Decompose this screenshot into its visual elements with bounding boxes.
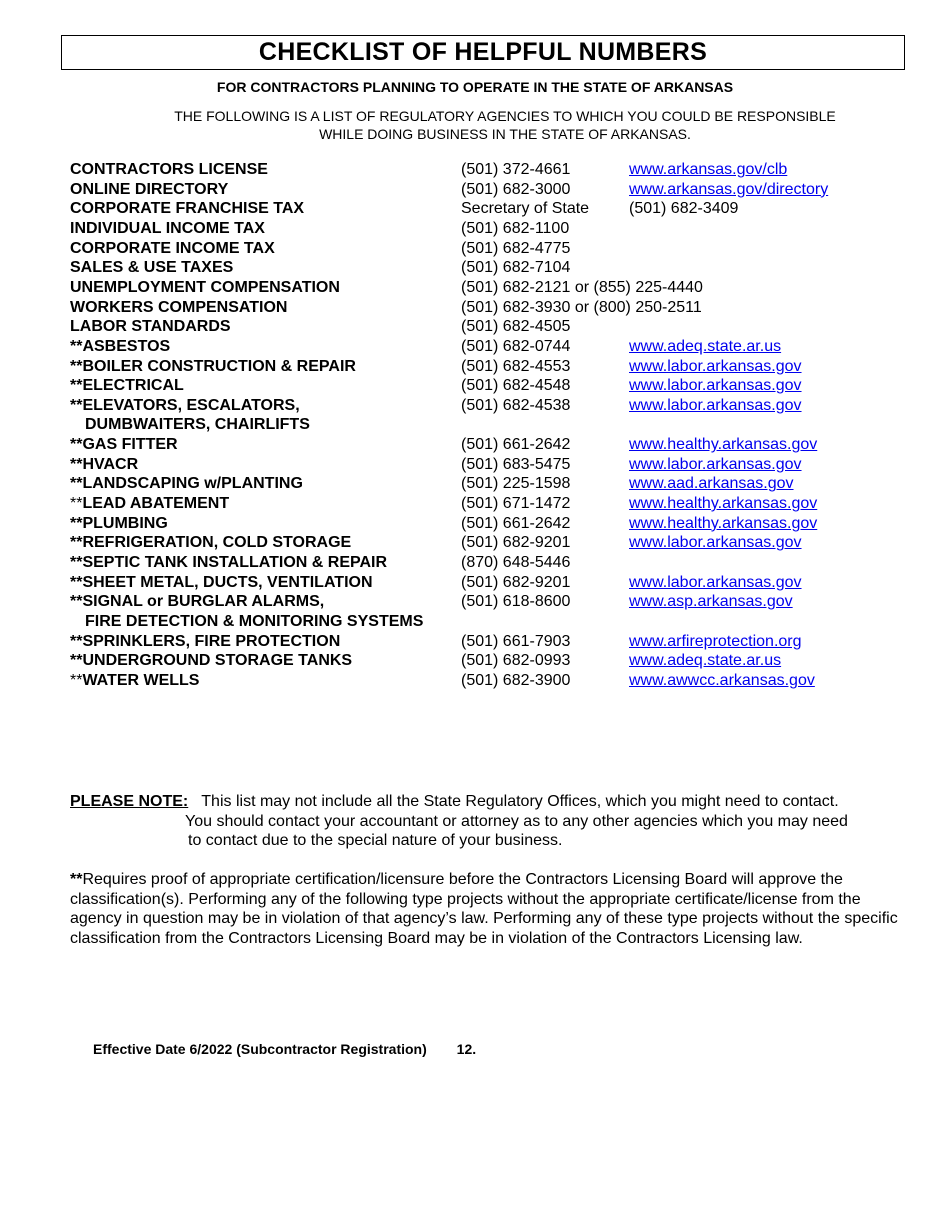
agency-phone: (501) 225-1598 <box>461 475 571 493</box>
agency-website-link[interactable]: www.healthy.arkansas.gov <box>629 436 818 454</box>
agency-website-link[interactable]: www.arkansas.gov/directory <box>629 180 829 198</box>
agency-website-link[interactable]: www.awwcc.arkansas.gov <box>629 671 815 689</box>
agency-row <box>0 632 950 652</box>
agency-phone: (501) 661-7903 <box>461 632 571 650</box>
agency-phone: (501) 682-0993 <box>461 652 571 670</box>
agency-row <box>0 357 950 377</box>
agency-phone-secondary: (501) 682-3409 <box>629 200 739 218</box>
agency-name-text: WORKERS COMPENSATION <box>70 298 288 316</box>
agency-phone: (501) 661-2642 <box>461 514 571 532</box>
agency-row <box>0 553 950 573</box>
agency-name <box>70 180 228 200</box>
agency-row <box>0 317 950 337</box>
agency-website-link[interactable]: www.arkansas.gov/clb <box>629 161 788 178</box>
agency-name <box>70 514 168 534</box>
agency-name-text: PLUMBING <box>82 514 168 532</box>
agency-name-text: UNEMPLOYMENT COMPENSATION <box>70 278 340 296</box>
agency-row-continuation <box>0 612 950 632</box>
agency-name <box>70 337 170 357</box>
intro-line-1: THE FOLLOWING IS A LIST OF REGULATORY AGENCIES TO WHICH YOU COULD BE RESPONSIBLE <box>174 108 836 124</box>
agency-name <box>70 396 300 416</box>
agency-phone: (501) 682-4538 <box>461 396 571 414</box>
agency-name <box>70 258 233 278</box>
agency-website-link[interactable]: www.healthy.arkansas.gov <box>629 514 818 532</box>
agency-row <box>0 219 950 239</box>
page-number: 12. <box>456 1041 477 1057</box>
agency-name <box>70 239 275 259</box>
agency-phone: (501) 682-3930 or (800) 250-2511 <box>461 298 702 316</box>
agency-row <box>0 337 950 357</box>
agency-name-text: ELEVATORS, ESCALATORS, <box>82 396 300 414</box>
agency-name-text: ONLINE DIRECTORY <box>70 180 229 198</box>
agency-name <box>70 160 268 180</box>
agency-name <box>70 298 287 318</box>
agency-name-text: LEAD ABATEMENT <box>82 495 230 513</box>
agency-website-link[interactable]: www.adeq.state.ar.us <box>629 652 782 670</box>
agency-name-text: SEPTIC TANK INSTALLATION & REPAIR <box>82 554 388 571</box>
agency-phone: (501) 372-4661 <box>461 161 571 178</box>
agency-name-text: CORPORATE INCOME TAX <box>70 239 275 257</box>
agency-website-link[interactable]: www.labor.arkansas.gov <box>629 455 802 473</box>
agency-name-text: SHEET METAL, DUCTS, VENTILATION <box>82 573 373 591</box>
requirement-marker: ** <box>70 357 83 375</box>
agency-name <box>70 357 356 377</box>
agency-name <box>70 376 184 396</box>
agency-name-text: WATER WELLS <box>82 671 200 689</box>
agency-name <box>70 474 303 494</box>
agency-name-text: CORPORATE FRANCHISE TAX <box>70 200 305 218</box>
agency-row <box>0 298 950 318</box>
requirement-marker: ** <box>70 337 83 355</box>
note-line-3: to contact due to the special nature of your business. <box>188 832 563 849</box>
requirement-marker: ** <box>70 652 83 670</box>
agency-row <box>0 455 950 475</box>
requirement-marker: ** <box>70 514 83 532</box>
agency-name <box>70 199 304 219</box>
agency-phone: (501) 682-2121 or (855) 225-4440 <box>461 278 703 296</box>
requirement-marker: ** <box>70 396 83 414</box>
intro-text <box>130 107 880 143</box>
agency-name <box>70 651 352 671</box>
requirement-marker: ** <box>70 455 83 473</box>
agency-name <box>70 455 138 475</box>
agency-phone: (501) 682-4553 <box>461 357 571 375</box>
agency-phone: (501) 682-3000 <box>461 180 571 198</box>
agency-name <box>70 278 340 298</box>
agency-name-text: SPRINKLERS, FIRE PROTECTION <box>82 632 341 650</box>
agency-phone: (501) 682-1100 <box>461 219 570 237</box>
requirement-marker: ** <box>70 495 83 513</box>
agency-name-text: CONTRACTORS LICENSE <box>70 161 268 178</box>
agency-name <box>70 494 229 514</box>
agency-row <box>0 474 950 494</box>
agency-name <box>70 435 178 455</box>
agency-website-link[interactable]: www.labor.arkansas.gov <box>629 377 802 395</box>
page-subtitle: FOR CONTRACTORS PLANNING TO OPERATE IN THE STATE OF ARKANSAS <box>216 79 734 95</box>
agency-row <box>0 278 950 298</box>
agency-website-link[interactable]: www.labor.arkansas.gov <box>629 357 802 375</box>
agency-phone: (501) 661-2642 <box>461 436 571 454</box>
agency-phone: (870) 648-5446 <box>461 554 571 571</box>
agency-name-text: BOILER CONSTRUCTION & REPAIR <box>82 357 356 375</box>
agency-row <box>0 258 950 278</box>
requirement-text: Requires proof of appropriate certification/licensure before the Contractors Licensing Board will approve the classification(s). Performing any of the following type projects without the appropriate certificate/license from the agency in question may be in violation of that agency’s law. Performing any of these type projects without the specific classification from the Contractors Licensing Board may be in violation of the Contractors Licensing law. <box>70 871 898 947</box>
requirement-marker: ** <box>70 377 83 395</box>
agency-name-text: INDIVIDUAL INCOME TAX <box>70 219 265 237</box>
agency-website-link[interactable]: www.labor.arkansas.gov <box>629 396 802 414</box>
agency-row <box>0 533 950 553</box>
note-line-1: This list may not include all the State Regulatory Offices, which you might need to contact. <box>201 793 839 810</box>
agency-name-text: ASBESTOS <box>82 337 171 355</box>
agency-phone: (501) 618-8600 <box>461 593 571 611</box>
agency-row <box>0 396 950 416</box>
agency-row <box>0 651 950 671</box>
agency-website-link[interactable]: www.arfireprotection.org <box>629 632 802 650</box>
agency-name-text: SIGNAL or BURGLAR ALARMS, <box>82 593 325 611</box>
agency-row <box>0 514 950 534</box>
agency-row <box>0 199 950 219</box>
agency-phone: (501) 682-7104 <box>461 259 571 277</box>
agency-website-link[interactable]: www.adeq.state.ar.us <box>629 337 782 355</box>
agency-phone: (501) 682-0744 <box>461 337 571 355</box>
requirement-note <box>70 870 900 948</box>
agency-name-text: HVACR <box>82 455 139 473</box>
requirement-marker: ** <box>70 534 83 552</box>
agency-website-link[interactable]: www.aad.arkansas.gov <box>629 475 794 493</box>
please-note <box>70 792 900 851</box>
agency-name-text: UNDERGROUND STORAGE TANKS <box>82 652 353 670</box>
agency-row <box>0 592 950 612</box>
requirement-marker: ** <box>70 632 83 650</box>
intro-line-2: WHILE DOING BUSINESS IN THE STATE OF ARKANSAS. <box>319 126 691 142</box>
agency-website-link[interactable]: www.asp.arkansas.gov <box>629 593 793 611</box>
requirement-marker: ** <box>70 475 83 493</box>
agency-row <box>0 376 950 396</box>
agency-phone: (501) 682-3900 <box>461 671 571 689</box>
agency-name-text: REFRIGERATION, COLD STORAGE <box>82 534 352 552</box>
agency-row <box>0 494 950 514</box>
agency-phone: (501) 682-4548 <box>461 377 571 395</box>
agency-phone: (501) 682-9201 <box>461 573 571 591</box>
agency-name <box>70 219 265 239</box>
agency-name-continuation: DUMBWAITERS, CHAIRLIFTS <box>85 416 310 434</box>
effective-date: Effective Date 6/2022 (Subcontractor Registration) <box>93 1041 427 1057</box>
agency-name <box>70 671 199 691</box>
agency-row <box>0 239 950 259</box>
agency-website-link[interactable]: www.labor.arkansas.gov <box>629 573 802 591</box>
requirement-marker: ** <box>70 593 83 611</box>
agency-website-link[interactable]: www.labor.arkansas.gov <box>629 534 802 552</box>
agency-row <box>0 180 950 200</box>
requirement-marker: ** <box>70 573 83 591</box>
agency-name <box>70 553 387 573</box>
requirement-marker: ** <box>70 671 83 689</box>
agency-row <box>0 435 950 455</box>
agency-name-text: SALES & USE TAXES <box>70 259 234 277</box>
agency-row-continuation <box>0 415 950 435</box>
agency-phone: (501) 682-4775 <box>461 239 571 257</box>
agency-row <box>0 160 950 180</box>
agency-name-continuation: FIRE DETECTION & MONITORING SYSTEMS <box>85 612 424 630</box>
agency-phone: Secretary of State <box>461 200 590 218</box>
agency-name <box>70 573 373 593</box>
agency-name <box>70 592 324 612</box>
agency-row <box>0 573 950 593</box>
agency-phone: (501) 671-1472 <box>461 495 571 513</box>
note-label: PLEASE NOTE: <box>70 793 189 810</box>
agency-name <box>70 632 340 652</box>
agency-name-text: LABOR STANDARDS <box>70 318 231 336</box>
agency-name-text: ELECTRICAL <box>82 377 184 395</box>
agency-row <box>0 671 950 691</box>
note-line-2: You should contact your accountant or attorney as to any other agencies which you may need <box>185 812 848 830</box>
page-title: CHECKLIST OF HELPFUL NUMBERS <box>61 35 905 70</box>
requirement-marker: ** <box>70 436 83 454</box>
agency-phone: (501) 682-9201 <box>461 534 571 552</box>
agency-name-text: GAS FITTER <box>82 436 178 454</box>
agency-phone: (501) 683-5475 <box>461 455 571 473</box>
agency-name-text: LANDSCAPING w/PLANTING <box>82 475 303 493</box>
agency-phone: (501) 682-4505 <box>461 318 571 336</box>
page-footer <box>93 1041 476 1057</box>
agency-name <box>70 533 351 553</box>
requirement-marker: ** <box>70 554 83 571</box>
agency-website-link[interactable]: www.healthy.arkansas.gov <box>629 495 818 513</box>
agency-name <box>70 317 231 337</box>
requirement-stars: ** <box>70 871 83 888</box>
